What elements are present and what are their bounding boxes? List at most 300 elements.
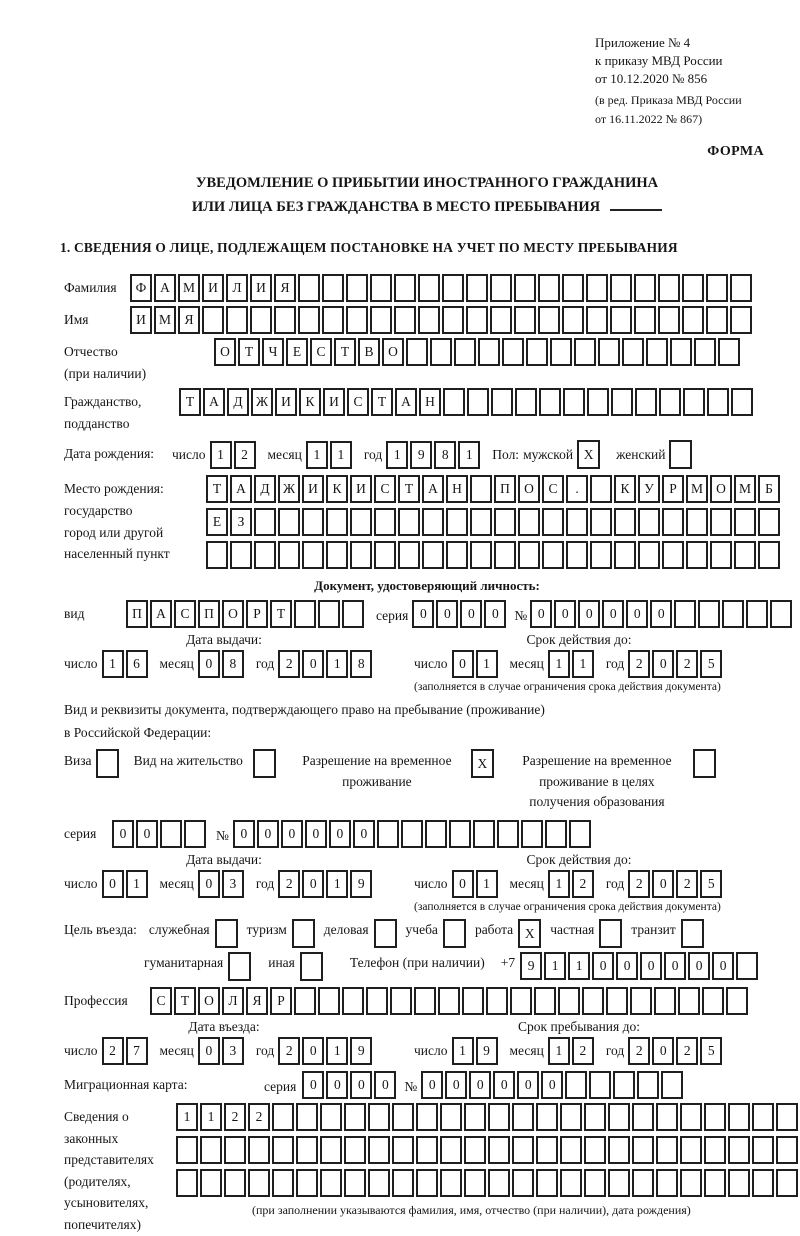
delovaya-checkbox[interactable]	[374, 919, 399, 948]
char-cell[interactable]: 0	[650, 600, 672, 628]
gumanitarnaya-checkbox[interactable]	[228, 952, 253, 981]
char-cell[interactable]	[272, 1169, 294, 1197]
char-cell[interactable]	[710, 541, 732, 569]
char-cell[interactable]: 2	[676, 870, 698, 898]
char-cell[interactable]: 0	[640, 952, 662, 980]
birth-place-row1-cells[interactable]	[206, 475, 782, 503]
char-cell[interactable]	[302, 508, 324, 536]
char-cell[interactable]: 9	[520, 952, 542, 980]
char-cell[interactable]: 1	[476, 870, 498, 898]
char-cell[interactable]	[659, 388, 681, 416]
char-cell[interactable]	[637, 1071, 659, 1099]
char-cell[interactable]	[350, 541, 372, 569]
char-cell[interactable]: Р	[270, 987, 292, 1015]
char-cell[interactable]: 1	[548, 650, 570, 678]
char-cell[interactable]: 1	[572, 650, 594, 678]
char-cell[interactable]	[680, 1103, 702, 1131]
char-cell[interactable]	[776, 1169, 798, 1197]
char-cell[interactable]	[661, 1071, 683, 1099]
char-cell[interactable]: А	[395, 388, 417, 416]
gender-female-checkbox[interactable]	[669, 440, 694, 469]
char-cell[interactable]	[669, 440, 692, 469]
char-cell[interactable]	[416, 1136, 438, 1164]
char-cell[interactable]	[569, 820, 591, 848]
char-cell[interactable]	[206, 541, 228, 569]
char-cell[interactable]: 0	[530, 600, 552, 628]
char-cell[interactable]: К	[614, 475, 636, 503]
char-cell[interactable]	[566, 508, 588, 536]
char-cell[interactable]	[272, 1103, 294, 1131]
char-cell[interactable]	[254, 541, 276, 569]
char-cell[interactable]	[658, 274, 680, 302]
char-cell[interactable]	[322, 274, 344, 302]
char-cell[interactable]	[443, 388, 465, 416]
char-cell[interactable]: 2	[278, 650, 300, 678]
char-cell[interactable]	[734, 541, 756, 569]
char-cell[interactable]	[274, 306, 296, 334]
char-cell[interactable]	[514, 306, 536, 334]
char-cell[interactable]	[418, 306, 440, 334]
char-cell[interactable]: В	[358, 338, 380, 366]
char-cell[interactable]: 0	[652, 1037, 674, 1065]
char-cell[interactable]	[442, 274, 464, 302]
char-cell[interactable]: П	[126, 600, 148, 628]
char-cell[interactable]	[634, 274, 656, 302]
char-cell[interactable]	[622, 338, 644, 366]
id-doc-seria-cells[interactable]	[412, 600, 508, 628]
stay-until-month-cells[interactable]	[548, 1037, 596, 1065]
char-cell[interactable]: Ж	[278, 475, 300, 503]
char-cell[interactable]: К	[326, 475, 348, 503]
char-cell[interactable]: 1	[386, 441, 408, 469]
char-cell[interactable]: X	[518, 919, 541, 948]
birth-day-cells[interactable]	[210, 441, 258, 469]
migration-num-cells[interactable]	[421, 1071, 685, 1099]
id-valid-month-cells[interactable]	[548, 650, 596, 678]
char-cell[interactable]: 0	[198, 650, 220, 678]
birth-place-row3-cells[interactable]	[206, 541, 782, 569]
char-cell[interactable]	[658, 306, 680, 334]
id-doc-vid-cells[interactable]	[126, 600, 366, 628]
char-cell[interactable]	[250, 306, 272, 334]
char-cell[interactable]	[518, 508, 540, 536]
char-cell[interactable]: 6	[126, 650, 148, 678]
char-cell[interactable]	[710, 508, 732, 536]
char-cell[interactable]	[226, 306, 248, 334]
patronymic-cells[interactable]	[214, 338, 742, 366]
char-cell[interactable]	[518, 541, 540, 569]
char-cell[interactable]: 0	[712, 952, 734, 980]
char-cell[interactable]	[550, 338, 572, 366]
char-cell[interactable]	[752, 1136, 774, 1164]
char-cell[interactable]	[224, 1169, 246, 1197]
stay-doc-num-cells[interactable]	[233, 820, 593, 848]
char-cell[interactable]	[446, 508, 468, 536]
char-cell[interactable]	[200, 1169, 222, 1197]
char-cell[interactable]	[674, 600, 696, 628]
char-cell[interactable]	[654, 987, 676, 1015]
char-cell[interactable]	[632, 1169, 654, 1197]
char-cell[interactable]	[248, 1136, 270, 1164]
char-cell[interactable]	[521, 820, 543, 848]
char-cell[interactable]	[702, 987, 724, 1015]
char-cell[interactable]	[296, 1103, 318, 1131]
char-cell[interactable]	[752, 1103, 774, 1131]
char-cell[interactable]: Л	[222, 987, 244, 1015]
char-cell[interactable]	[366, 987, 388, 1015]
char-cell[interactable]	[296, 1169, 318, 1197]
char-cell[interactable]	[326, 508, 348, 536]
char-cell[interactable]	[294, 600, 316, 628]
char-cell[interactable]: 2	[628, 1037, 650, 1065]
char-cell[interactable]	[736, 952, 758, 980]
id-doc-num-cells[interactable]	[530, 600, 794, 628]
char-cell[interactable]: Л	[226, 274, 248, 302]
char-cell[interactable]: 1	[476, 650, 498, 678]
char-cell[interactable]	[320, 1103, 342, 1131]
char-cell[interactable]	[512, 1103, 534, 1131]
char-cell[interactable]: 2	[278, 870, 300, 898]
char-cell[interactable]	[586, 306, 608, 334]
char-cell[interactable]	[542, 541, 564, 569]
id-valid-year-cells[interactable]	[628, 650, 724, 678]
char-cell[interactable]: Б	[758, 475, 780, 503]
char-cell[interactable]	[514, 274, 536, 302]
char-cell[interactable]: М	[734, 475, 756, 503]
char-cell[interactable]: У	[638, 475, 660, 503]
char-cell[interactable]: 0	[136, 820, 158, 848]
char-cell[interactable]	[230, 541, 252, 569]
char-cell[interactable]: 0	[421, 1071, 443, 1099]
char-cell[interactable]	[614, 541, 636, 569]
char-cell[interactable]	[416, 1103, 438, 1131]
char-cell[interactable]	[722, 600, 744, 628]
char-cell[interactable]	[678, 987, 700, 1015]
char-cell[interactable]: 1	[200, 1103, 222, 1131]
stay-issue-year-cells[interactable]	[278, 870, 374, 898]
migration-seria-cells[interactable]	[302, 1071, 398, 1099]
char-cell[interactable]: 0	[102, 870, 124, 898]
char-cell[interactable]	[694, 338, 716, 366]
char-cell[interactable]: Д	[254, 475, 276, 503]
char-cell[interactable]	[563, 388, 585, 416]
char-cell[interactable]	[374, 508, 396, 536]
char-cell[interactable]	[430, 338, 452, 366]
char-cell[interactable]	[160, 820, 182, 848]
char-cell[interactable]: 5	[700, 870, 722, 898]
char-cell[interactable]	[497, 820, 519, 848]
char-cell[interactable]: 0	[302, 650, 324, 678]
char-cell[interactable]: 0	[452, 870, 474, 898]
residence-permit-checkbox[interactable]	[253, 749, 278, 778]
char-cell[interactable]: 2	[676, 1037, 698, 1065]
char-cell[interactable]	[344, 1169, 366, 1197]
char-cell[interactable]	[680, 1136, 702, 1164]
char-cell[interactable]	[758, 541, 780, 569]
char-cell[interactable]	[680, 1169, 702, 1197]
char-cell[interactable]: Т	[270, 600, 292, 628]
char-cell[interactable]: 1	[306, 441, 328, 469]
char-cell[interactable]: 2	[278, 1037, 300, 1065]
char-cell[interactable]	[491, 388, 513, 416]
sluzhebnaya-checkbox[interactable]	[215, 919, 240, 948]
char-cell[interactable]: П	[198, 600, 220, 628]
char-cell[interactable]	[662, 541, 684, 569]
char-cell[interactable]	[370, 274, 392, 302]
char-cell[interactable]: 0	[652, 650, 674, 678]
char-cell[interactable]: 0	[198, 870, 220, 898]
char-cell[interactable]	[318, 987, 340, 1015]
char-cell[interactable]	[248, 1169, 270, 1197]
legal-row1-cells[interactable]	[176, 1103, 800, 1131]
entry-day-cells[interactable]	[102, 1037, 150, 1065]
char-cell[interactable]: 0	[688, 952, 710, 980]
char-cell[interactable]: 1	[102, 650, 124, 678]
char-cell[interactable]	[401, 820, 423, 848]
char-cell[interactable]: 0	[554, 600, 576, 628]
char-cell[interactable]: 0	[626, 600, 648, 628]
char-cell[interactable]: 2	[102, 1037, 124, 1065]
char-cell[interactable]: 8	[222, 650, 244, 678]
char-cell[interactable]: 1	[126, 870, 148, 898]
char-cell[interactable]: М	[154, 306, 176, 334]
char-cell[interactable]: 0	[484, 600, 506, 628]
char-cell[interactable]: 5	[700, 1037, 722, 1065]
char-cell[interactable]	[586, 274, 608, 302]
char-cell[interactable]	[656, 1103, 678, 1131]
char-cell[interactable]: 0	[302, 1071, 324, 1099]
char-cell[interactable]: 7	[126, 1037, 148, 1065]
char-cell[interactable]: З	[230, 508, 252, 536]
char-cell[interactable]	[584, 1169, 606, 1197]
char-cell[interactable]: 8	[350, 650, 372, 678]
char-cell[interactable]: 0	[350, 1071, 372, 1099]
char-cell[interactable]	[704, 1136, 726, 1164]
char-cell[interactable]	[466, 306, 488, 334]
char-cell[interactable]	[488, 1169, 510, 1197]
char-cell[interactable]: О	[710, 475, 732, 503]
char-cell[interactable]: 0	[664, 952, 686, 980]
char-cell[interactable]: 1	[326, 650, 348, 678]
char-cell[interactable]: 0	[452, 650, 474, 678]
char-cell[interactable]: 9	[476, 1037, 498, 1065]
entry-year-cells[interactable]	[278, 1037, 374, 1065]
char-cell[interactable]: 2	[224, 1103, 246, 1131]
char-cell[interactable]	[344, 1103, 366, 1131]
char-cell[interactable]	[608, 1103, 630, 1131]
char-cell[interactable]	[776, 1103, 798, 1131]
char-cell[interactable]	[606, 987, 628, 1015]
char-cell[interactable]	[634, 306, 656, 334]
char-cell[interactable]: Т	[398, 475, 420, 503]
char-cell[interactable]	[632, 1103, 654, 1131]
char-cell[interactable]: 0	[517, 1071, 539, 1099]
char-cell[interactable]	[302, 541, 324, 569]
char-cell[interactable]	[539, 388, 561, 416]
char-cell[interactable]	[728, 1136, 750, 1164]
char-cell[interactable]: 0	[436, 600, 458, 628]
char-cell[interactable]: 0	[329, 820, 351, 848]
char-cell[interactable]: И	[250, 274, 272, 302]
gender-male-checkbox[interactable]	[577, 440, 602, 469]
char-cell[interactable]	[254, 508, 276, 536]
tranzit-checkbox[interactable]	[681, 919, 706, 948]
char-cell[interactable]: Ч	[262, 338, 284, 366]
char-cell[interactable]	[560, 1169, 582, 1197]
char-cell[interactable]	[560, 1103, 582, 1131]
char-cell[interactable]	[536, 1103, 558, 1131]
char-cell[interactable]	[392, 1136, 414, 1164]
char-cell[interactable]: 2	[676, 650, 698, 678]
char-cell[interactable]	[442, 306, 464, 334]
char-cell[interactable]	[344, 1136, 366, 1164]
visa-checkbox[interactable]	[96, 749, 121, 778]
char-cell[interactable]	[646, 338, 668, 366]
char-cell[interactable]: 0	[257, 820, 279, 848]
char-cell[interactable]	[326, 541, 348, 569]
char-cell[interactable]	[342, 987, 364, 1015]
char-cell[interactable]	[96, 749, 119, 778]
char-cell[interactable]: С	[174, 600, 196, 628]
char-cell[interactable]	[611, 388, 633, 416]
char-cell[interactable]	[683, 388, 705, 416]
char-cell[interactable]	[614, 508, 636, 536]
stay-until-day-cells[interactable]	[452, 1037, 500, 1065]
char-cell[interactable]: Н	[419, 388, 441, 416]
char-cell[interactable]: М	[686, 475, 708, 503]
char-cell[interactable]: Ф	[130, 274, 152, 302]
char-cell[interactable]	[350, 508, 372, 536]
char-cell[interactable]	[322, 306, 344, 334]
char-cell[interactable]	[574, 338, 596, 366]
birth-year-cells[interactable]	[386, 441, 482, 469]
profession-cells[interactable]	[150, 987, 750, 1015]
char-cell[interactable]	[515, 388, 537, 416]
char-cell[interactable]: С	[542, 475, 564, 503]
char-cell[interactable]	[440, 1136, 462, 1164]
char-cell[interactable]: 1	[326, 870, 348, 898]
char-cell[interactable]: 0	[281, 820, 303, 848]
char-cell[interactable]	[630, 987, 652, 1015]
char-cell[interactable]	[638, 508, 660, 536]
char-cell[interactable]: 0	[493, 1071, 515, 1099]
char-cell[interactable]	[416, 1169, 438, 1197]
stay-issue-day-cells[interactable]	[102, 870, 150, 898]
char-cell[interactable]: 9	[350, 1037, 372, 1065]
char-cell[interactable]	[202, 306, 224, 334]
char-cell[interactable]	[734, 508, 756, 536]
char-cell[interactable]: 3	[222, 870, 244, 898]
char-cell[interactable]	[681, 919, 704, 948]
char-cell[interactable]: 2	[628, 870, 650, 898]
char-cell[interactable]	[599, 919, 622, 948]
char-cell[interactable]	[406, 338, 428, 366]
turizm-checkbox[interactable]	[292, 919, 317, 948]
char-cell[interactable]	[394, 306, 416, 334]
char-cell[interactable]: Р	[662, 475, 684, 503]
char-cell[interactable]	[584, 1136, 606, 1164]
char-cell[interactable]	[464, 1169, 486, 1197]
char-cell[interactable]	[494, 541, 516, 569]
char-cell[interactable]: 0	[302, 1037, 324, 1065]
char-cell[interactable]: 2	[248, 1103, 270, 1131]
char-cell[interactable]: Е	[206, 508, 228, 536]
chastnaya-checkbox[interactable]	[599, 919, 624, 948]
char-cell[interactable]: Р	[246, 600, 268, 628]
char-cell[interactable]: 1	[330, 441, 352, 469]
char-cell[interactable]: X	[471, 749, 494, 778]
char-cell[interactable]	[758, 508, 780, 536]
char-cell[interactable]: 0	[326, 1071, 348, 1099]
char-cell[interactable]	[610, 306, 632, 334]
char-cell[interactable]	[200, 1136, 222, 1164]
birth-place-row2-cells[interactable]	[206, 508, 782, 536]
char-cell[interactable]	[318, 600, 340, 628]
char-cell[interactable]: 9	[410, 441, 432, 469]
temp-residence-edu-checkbox[interactable]	[693, 749, 718, 778]
char-cell[interactable]: 0	[469, 1071, 491, 1099]
char-cell[interactable]: А	[154, 274, 176, 302]
stay-until-year-cells[interactable]	[628, 1037, 724, 1065]
char-cell[interactable]: Т	[334, 338, 356, 366]
char-cell[interactable]	[718, 338, 740, 366]
char-cell[interactable]	[562, 274, 584, 302]
char-cell[interactable]: О	[222, 600, 244, 628]
char-cell[interactable]: 0	[374, 1071, 396, 1099]
char-cell[interactable]	[706, 306, 728, 334]
char-cell[interactable]: 1	[548, 1037, 570, 1065]
char-cell[interactable]	[466, 274, 488, 302]
char-cell[interactable]	[224, 1136, 246, 1164]
stay-doc-seria-cells[interactable]	[112, 820, 208, 848]
id-issue-month-cells[interactable]	[198, 650, 246, 678]
char-cell[interactable]	[686, 541, 708, 569]
char-cell[interactable]	[752, 1169, 774, 1197]
char-cell[interactable]: 2	[234, 441, 256, 469]
char-cell[interactable]	[589, 1071, 611, 1099]
char-cell[interactable]: Я	[274, 274, 296, 302]
char-cell[interactable]	[566, 541, 588, 569]
char-cell[interactable]	[368, 1103, 390, 1131]
char-cell[interactable]	[698, 600, 720, 628]
char-cell[interactable]: 0	[445, 1071, 467, 1099]
char-cell[interactable]	[346, 274, 368, 302]
char-cell[interactable]	[728, 1103, 750, 1131]
char-cell[interactable]	[470, 541, 492, 569]
char-cell[interactable]	[704, 1169, 726, 1197]
char-cell[interactable]: Т	[238, 338, 260, 366]
char-cell[interactable]	[728, 1169, 750, 1197]
char-cell[interactable]	[584, 1103, 606, 1131]
char-cell[interactable]	[296, 1136, 318, 1164]
char-cell[interactable]	[656, 1136, 678, 1164]
char-cell[interactable]: Я	[246, 987, 268, 1015]
inaya-checkbox[interactable]	[300, 952, 325, 981]
char-cell[interactable]	[368, 1136, 390, 1164]
char-cell[interactable]	[300, 952, 323, 981]
char-cell[interactable]: И	[130, 306, 152, 334]
char-cell[interactable]: М	[178, 274, 200, 302]
char-cell[interactable]	[473, 820, 495, 848]
char-cell[interactable]	[446, 541, 468, 569]
char-cell[interactable]	[510, 987, 532, 1015]
char-cell[interactable]	[582, 987, 604, 1015]
char-cell[interactable]	[422, 508, 444, 536]
char-cell[interactable]	[565, 1071, 587, 1099]
char-cell[interactable]	[292, 919, 315, 948]
char-cell[interactable]: Я	[178, 306, 200, 334]
char-cell[interactable]: Т	[206, 475, 228, 503]
